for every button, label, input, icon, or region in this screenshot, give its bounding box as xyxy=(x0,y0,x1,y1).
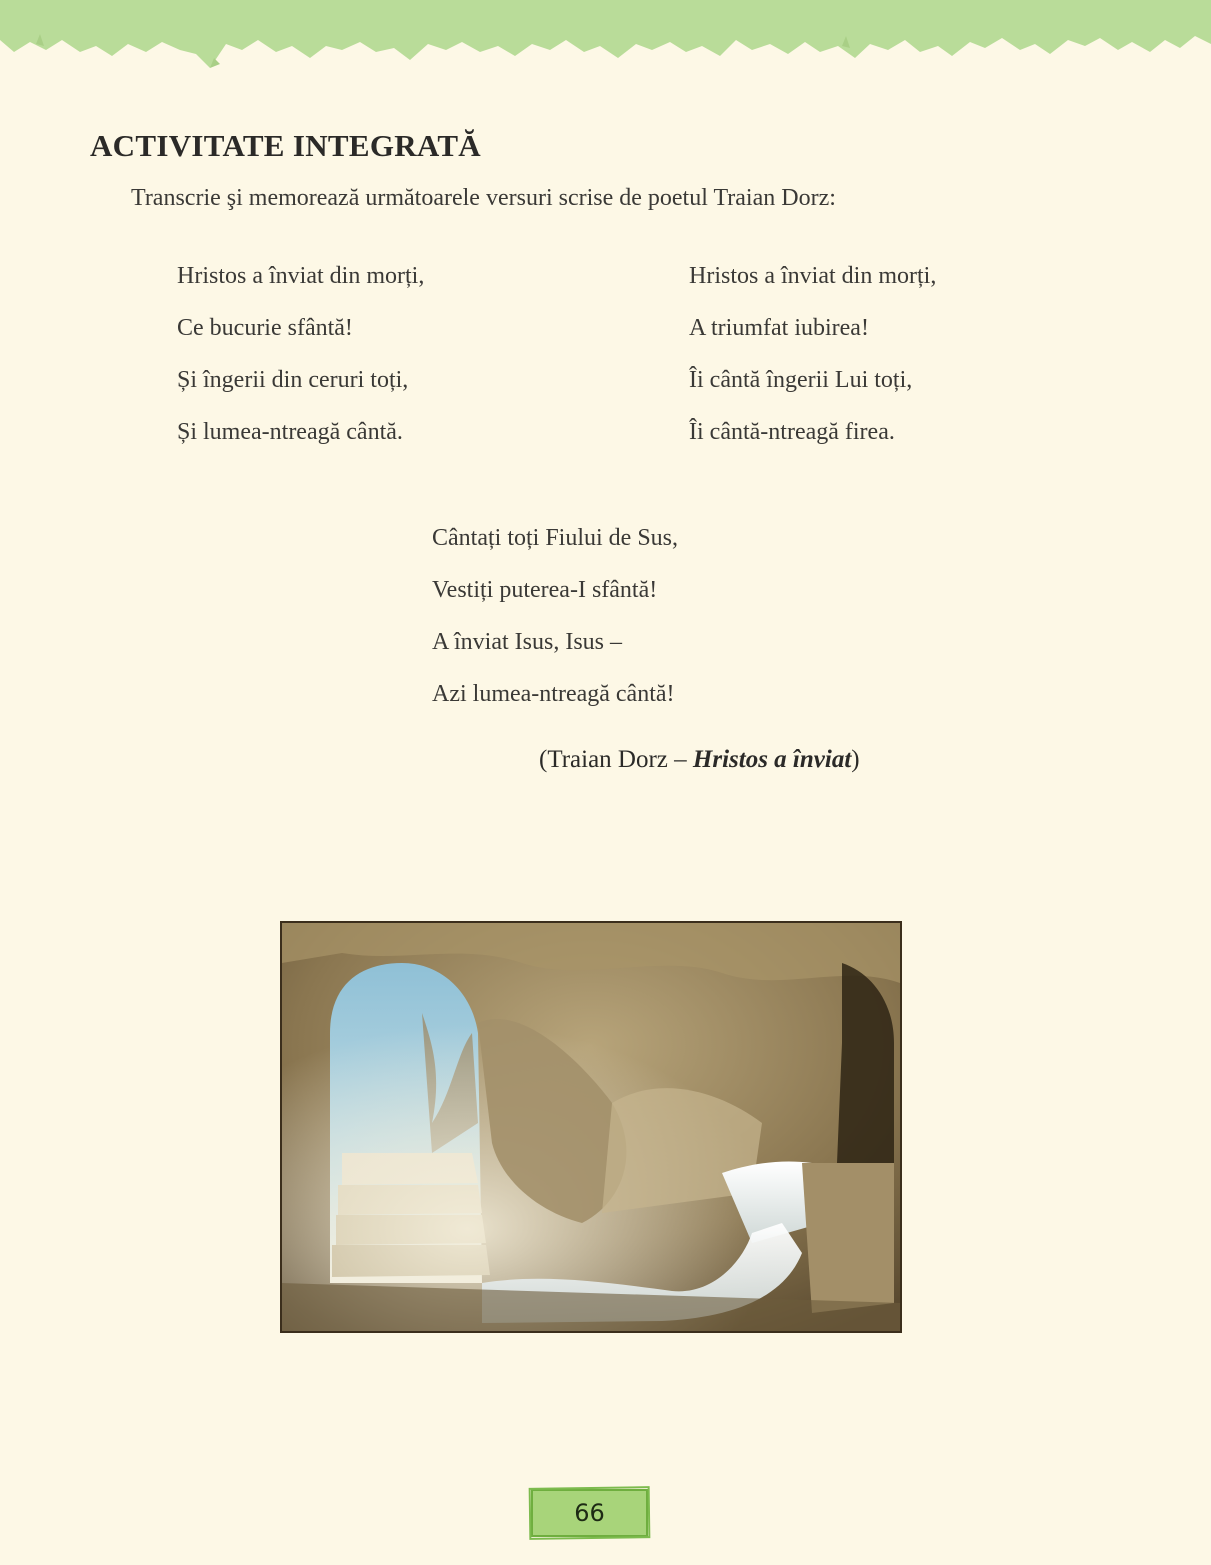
page-number: 66 xyxy=(531,1489,648,1537)
verse-line: Cântați toți Fiului de Sus, xyxy=(432,525,679,551)
verse-line: Hristos a înviat din morți, xyxy=(177,263,425,289)
attribution-close: ) xyxy=(851,746,860,773)
poem-attribution xyxy=(539,746,860,774)
verse-line: A înviat Isus, Isus – xyxy=(432,629,623,655)
verse-line: Azi lumea-ntreagă cântă! xyxy=(432,681,675,707)
empty-tomb-illustration xyxy=(280,921,902,1333)
attribution-title: Hristos a înviat xyxy=(692,746,852,773)
instruction-text: Transcrie şi memorează următoarele versuri scrise de poetul Traian Dorz: xyxy=(131,185,836,211)
decorative-top-border xyxy=(0,0,1211,80)
verse-line: Îi cântă-ntreagă firea. xyxy=(689,419,895,445)
verse-line: Hristos a înviat din morți, xyxy=(689,263,937,289)
verse-line: Și lumea-ntreagă cântă. xyxy=(177,419,403,445)
poem-stanza-refrain xyxy=(432,512,678,720)
verse-line: Ce bucurie sfântă! xyxy=(177,315,353,341)
verse-line: A triumfat iubirea! xyxy=(689,315,869,341)
verse-line: Și îngerii din ceruri toți, xyxy=(177,367,409,393)
activity-heading: ACTIVITATE INTEGRATĂ xyxy=(90,128,481,163)
attribution-author: (Traian Dorz – xyxy=(539,746,693,773)
poem-stanza-left xyxy=(177,250,424,458)
verse-line: Vestiți puterea-I sfântă! xyxy=(432,577,658,603)
verse-line: Îi cântă îngerii Lui toți, xyxy=(689,367,913,393)
poem-stanza-right xyxy=(689,250,936,458)
